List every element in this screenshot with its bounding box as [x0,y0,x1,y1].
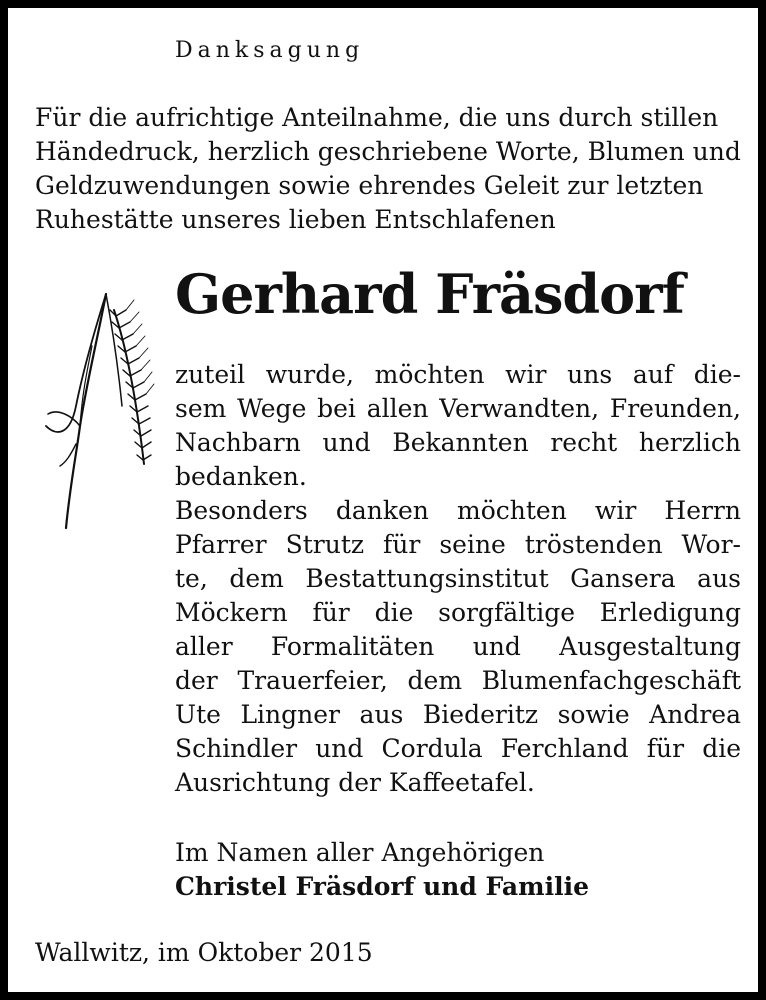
body-line: aller Formalitäten und Ausgestaltung [175,632,741,661]
deceased-name: Gerhard Fräsdorf [175,262,684,326]
body-line: Ausrichtung der Kaffeetafel. [175,768,535,797]
signature-block [175,836,589,904]
intro-line: Geldzuwendungen sowie ehrendes Geleit zur letzten [35,171,704,200]
body-text [175,358,741,800]
body-line: Besonders danken möchten wir Herrn [175,496,741,525]
body-line: te, dem Bestattungsinstitut Gansera aus [175,564,741,593]
body-line: Nachbarn und Bekannten recht herzlich [175,428,741,457]
body-line: Ute Lingner aus Biederitz sowie Andrea [175,700,741,729]
body-line: sem Wege bei allen Verwandten, Freunden, [175,394,741,423]
wheat-stalk-icon [36,286,156,531]
intro-text [35,101,745,237]
intro-line: Für die aufrichtige Anteilnahme, die uns durch stillen [35,103,719,132]
body-line: Schindler und Cordula Ferchland für die [175,734,741,763]
body-line: zuteil wurde, möchten wir uns auf die- [175,360,741,389]
signature-intro: Im Namen aller Angehörigen [175,838,545,867]
body-line: bedanken. [175,462,307,491]
signature-name: Christel Fräsdorf und Familie [175,872,589,901]
place-date: Wallwitz, im Oktober 2015 [35,938,373,967]
body-line: Pfarrer Strutz für seine tröstenden Wor- [175,530,741,559]
intro-line: Händedruck, herzlich geschriebene Worte, Blumen und [35,137,741,166]
intro-line: Ruhestätte unseres lieben Entschlafenen [35,205,556,234]
body-line: der Trauerfeier, dem Blumenfachgeschäft [175,666,741,695]
notice-heading: Danksagung [175,38,365,63]
body-line: Möckern für die sorgfältige Erledigung [175,598,741,627]
